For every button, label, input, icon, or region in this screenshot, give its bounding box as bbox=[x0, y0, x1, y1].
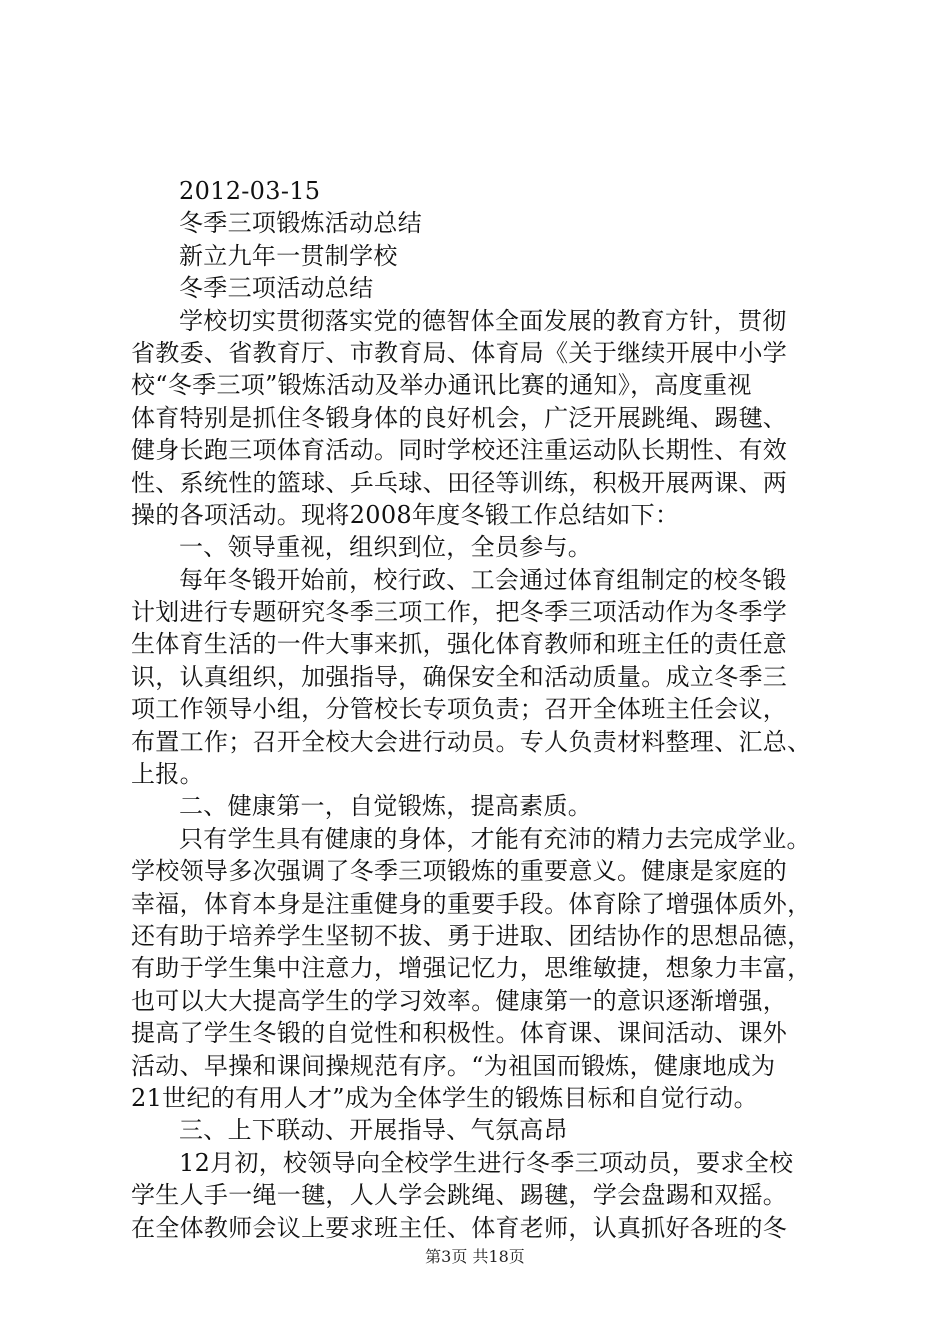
paragraph-line: 计划进行专题研究冬季三项工作，把冬季三项活动作为冬季学 bbox=[131, 598, 788, 627]
paragraph-line: 幸福，体育本身是注重健身的重要手段。体育除了增强体质外， bbox=[131, 889, 812, 918]
section-heading-2: 二、健康第一，自觉锻炼，提高素质。 bbox=[179, 792, 593, 821]
section-heading-3: 三、上下联动、开展指导、气氛高昂 bbox=[179, 1116, 568, 1145]
document-body bbox=[131, 175, 833, 1244]
paragraph-line: 校“冬季三项”锻炼活动及举办通讯比赛的通知》，高度重视 bbox=[131, 371, 752, 400]
paragraph-line: 还有助于培养学生坚韧不拔、勇于进取、团结协作的思想品德， bbox=[131, 921, 812, 950]
subtitle-line: 冬季三项活动总结 bbox=[179, 274, 374, 303]
paragraph-line: 性、系统性的篮球、乒乓球、田径等训练，积极开展两课、两 bbox=[131, 468, 788, 497]
date-line: 2012-03-15 bbox=[179, 177, 321, 205]
paragraph-line: 在全体教师会议上要求班主任、体育老师，认真抓好各班的冬 bbox=[131, 1213, 788, 1242]
page-footer bbox=[0, 1247, 950, 1267]
paragraph-line: 只有学生具有健康的身体，才能有充沛的精力去完成学业。 bbox=[179, 824, 811, 853]
section-heading-1: 一、领导重视，组织到位，全员参与。 bbox=[179, 533, 593, 562]
paragraph-line: 布置工作；召开全校大会进行动员。专人负责材料整理、汇总、 bbox=[131, 727, 812, 756]
paragraph-line: 上报。 bbox=[131, 760, 204, 789]
paragraph-line: 操的各项活动。现将2008年度冬锻工作总结如下： bbox=[131, 500, 680, 529]
paragraph-line: 有助于学生集中注意力，增强记忆力，思维敏捷，想象力丰富， bbox=[131, 954, 812, 983]
school-name-line: 新立九年一贯制学校 bbox=[179, 241, 398, 270]
paragraph-line: 省教委、省教育厅、市教育局、体育局《关于继续开展中小学 bbox=[131, 338, 788, 367]
paragraph-line: 学校领导多次强调了冬季三项锻炼的重要意义。健康是家庭的 bbox=[131, 857, 788, 886]
paragraph-line: 12月初，校领导向全校学生进行冬季三项动员，要求全校 bbox=[179, 1148, 794, 1177]
paragraph-line: 学生人手一绳一毽，人人学会跳绳、踢毽，学会盘踢和双摇。 bbox=[131, 1181, 788, 1210]
paragraph-line: 活动、早操和课间操规范有序。“为祖国而锻炼，健康地成为 bbox=[131, 1051, 776, 1080]
paragraph-line: 体育特别是抓住冬锻身体的良好机会，广泛开展跳绳、踢毽、 bbox=[131, 403, 788, 432]
paragraph-line: 健身长跑三项体育活动。同时学校还注重运动队长期性、有效 bbox=[131, 436, 788, 465]
paragraph-line: 识，认真组织，加强指导，确保安全和活动质量。成立冬季三 bbox=[131, 662, 788, 691]
title-line: 冬季三项锻炼活动总结 bbox=[179, 209, 422, 238]
page-number: 第3页 共18页 bbox=[425, 1247, 525, 1266]
paragraph-line: 生体育生活的一件大事来抓，强化体育教师和班主任的责任意 bbox=[131, 630, 788, 659]
paragraph-line: 提高了学生冬锻的自觉性和积极性。体育课、课间活动、课外 bbox=[131, 1019, 788, 1048]
paragraph-line: 学校切实贯彻落实党的德智体全面发展的教育方针，贯彻 bbox=[179, 306, 787, 335]
paragraph-line: 21世纪的有用人才”成为全体学生的锻炼目标和自觉行动。 bbox=[131, 1083, 758, 1112]
paragraph-line: 项工作领导小组，分管校长专项负责；召开全体班主任会议， bbox=[131, 695, 788, 724]
paragraph-line: 也可以大大提高学生的学习效率。健康第一的意识逐渐增强， bbox=[131, 986, 788, 1015]
paragraph-line: 每年冬锻开始前，校行政、工会通过体育组制定的校冬锻 bbox=[179, 565, 787, 594]
